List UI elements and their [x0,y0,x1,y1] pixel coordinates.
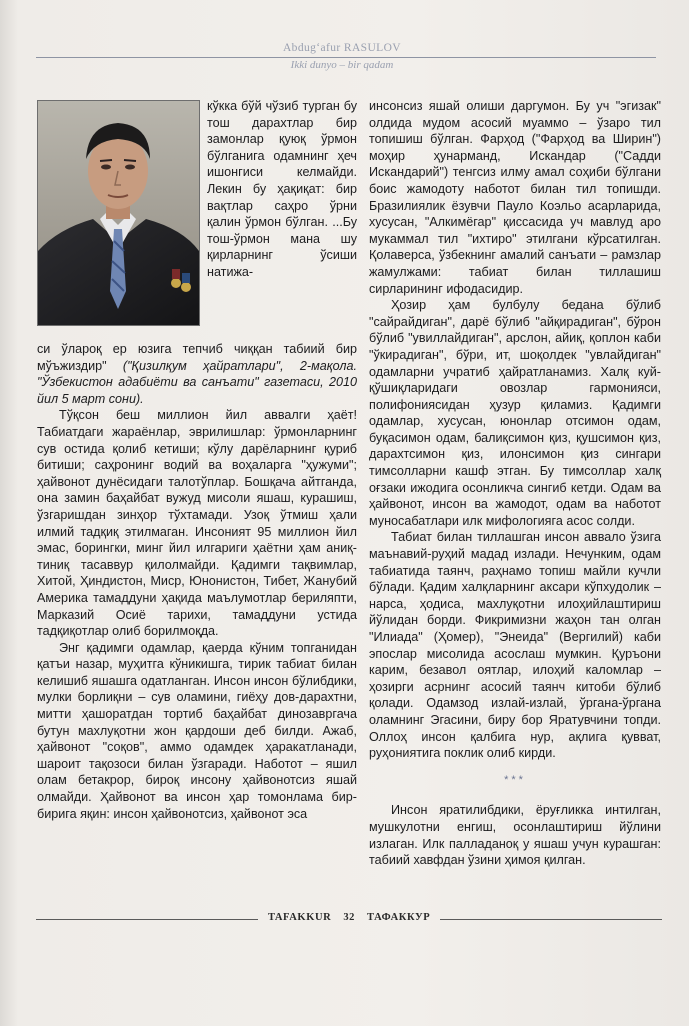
section-separator: *** [504,773,526,786]
header-title: Ikki dunyo – bir qadam [290,59,394,71]
footer [0,912,689,932]
continuation-text: си ўлароқ ер юзига тепчиб чиққан табиий бир мўъжиздир" [37,342,357,373]
page-number: 32 [343,912,356,923]
right-paragraph-2: Ҳозир ҳам булбулу бедана бўлиб "сайрайдиган", дарё бўлиб "айқирадиган", бўрон бўлиб "увиллайдиган", арслон, айиқ, қоплон каби "ўкирадиган", бўри, ит, шоқолдек "увлайдиган" одамларни учратиб ҳайратланамиз. Халқ куй-қўшиқларидаги овозлар гармонияси, полифониясидан ҳузур қиламиз. Қадимги одамлар, хусусан, юнонлар отсимон одам, буқасимон одам, балиқсимон қиз, қушсимон қиз, дарахтсимон қиз, илонсимон қиз сингари тимсолларни кашф этган. Бу тимсоллар халқ оғзаки ижодига осонликча сингиб кетди. Одам ва ҳайвонот, инсон ва жамодот, одам ва наботот муносабатлари илк мифологияга асос солди. [369,298,661,528]
footer-rule-right [440,919,662,920]
right-paragraph-3: Табиат билан тиллашган инсон аввало ўзига маънавий-руҳий мадад излади. Нечунким, одам табиатида таянч, раҳнамо топиш майли кучли бўлади. Қадим халқларнинг аксари кўпхудолик – нарса, ҳодиса, махлуқотни илоҳийлаштириш йўлидан борди. Фикримизни жаҳон тан олган "Илиада" (Ҳомер), "Энеида" (Вергилий) каби эпослар мисолида асослаш мумкин. Қуръони карим, безавол оятлар, илоҳий каломлар – ҳозирги асрнинг асосий таянч китоби бўлиб қолади. Одамзод излай-излай, ўргана-ўргана оламнинг Эгасини, бирy бор Яратувчини топди. Оллоҳ инсон қалбига нур, ақлига қувват, руҳониятига поклик олиб кирди. [369,530,661,761]
left-paragraph-2: Энг қадимги одамлар, қаерда кўним топганидан қатъи назар, муҳитга кўникишга, тирик табиат билан келишиб яшашга одатланган. Инсон инсон бўлибдики, мулки борлиқни – сув оламини, гиёҳу дов-дарахтни, митти ҳашоратдан тортиб баҳайбат динозавргача бутун махлуқотни жон қардоши деб билди. Ажаб, ҳайвонот "соқов", аммо одамдек ҳаракатланади, шароит тақозоси билан ўзгаради. Наботот – яшил олам бетакрор, бироқ инсону ҳайвонотсиз яшай олмайди. Ҳайвонот ва инсон ҳар томонлама бир-бирига яқин: инсон ҳайвонотсиз, ҳайвонот эса [37,640,357,821]
footer-right-word: ТАФАККУР [367,912,431,923]
footer-rule-left [36,919,258,920]
citation-text: ("Қизилқум ҳайратлари", 2-мақола. "Ўзбекистон адабиёти ва санъати" газетаси, 2010 йил 5 март сони). [37,358,357,406]
header-author: Abdug‘afur RASULOV [282,42,402,54]
left-paragraph-1: Тўқсон беш миллион йил аввалги ҳаёт! Табиатдаги жараёнлар, эврилишлар: ўрмонларнинг сув остида қолиб кетиши; кўлу дарёларнинг қуриб битиши; саҳронинг водий ва воҳаларга "ҳужуми"; ҳайвонот дунёсидаги талотўплар. Бошқача айтганда, она замин баҳайбат вужуд мисоли яшаш, курашиш, ўзгаришдан зинҳор тўхтамади. Узоқ ўтмиш ҳали илмий тадқиқ этилмаган. Инсоният 95 миллион йил эмас, борингки, минг йил илгариги ҳаётни ҳам аниқ-тиниқ тасаввур қилолмайди. Қадимги тақвимлар, Хитой, Ҳиндистон, Миср, Юнонистон, Тибет, Жанубий Америка тамаддуни ҳақида маълумотлар бериляпти, Марказий Осиё тарихи, тамаддуни устида тадқиқотлар олиб борилмоқда. [37,408,357,639]
footer-text [262,912,436,923]
portrait-photo [37,100,200,326]
right-closing-paragraph: Инсон яратилибдики, ёруғликка интилган, мушкулотни енгиш, осонлаштириш йўлини излаган. Илк палладаноқ у яшаш учун курашган: табиий хавфдан ўзини ҳимоя қилган. [369,803,661,868]
left-continuation [37,341,357,407]
right-paragraph-1: инсонсиз яшай олиши даргумон. Бу уч "эгизак" олдида мудом асосий муаммо – ўзаро тил топишиш бўлган. Фарҳод ("Фарҳод ва Ширин") моҳир ҳунарманд, Искандар ("Садди Искандарий") тенгсиз илму амал соҳиби бўлгани боис жамодоту наботот билан тил топишди. Бразилиялик ёзувчи Пауло Коэльо асарларида, хусусан, "Алкимёгар" қиссасида уч мавлуд аро мукаммал тил "ихтиро" этилгани кўрсатилган. Қолаверса, ўзбекнинг амалий санъати – рамзлар жамулжами: табиат билан тиллашиш сирларининг ифодасидир. [369,99,661,296]
header-rule [36,57,656,58]
left-column [37,341,357,822]
right-column [369,98,661,869]
portrait-illustration [38,101,199,325]
footer-left-word: TAFAKKUR [268,912,332,923]
wrap-text: кўкка бўй чўзиб турган бу тош дарахтлар бир замонлар қуюқ ўрмон бўлганига одамнинг ҳеч ишонгиси келмайди. Лекин бу ҳақиқат: бир вақтлар саҳро ўрни қалин ўрмон бўлган. ...Бу тош-ўрмон мана шу қирларнинг ўсиши натижа- [207,99,357,279]
